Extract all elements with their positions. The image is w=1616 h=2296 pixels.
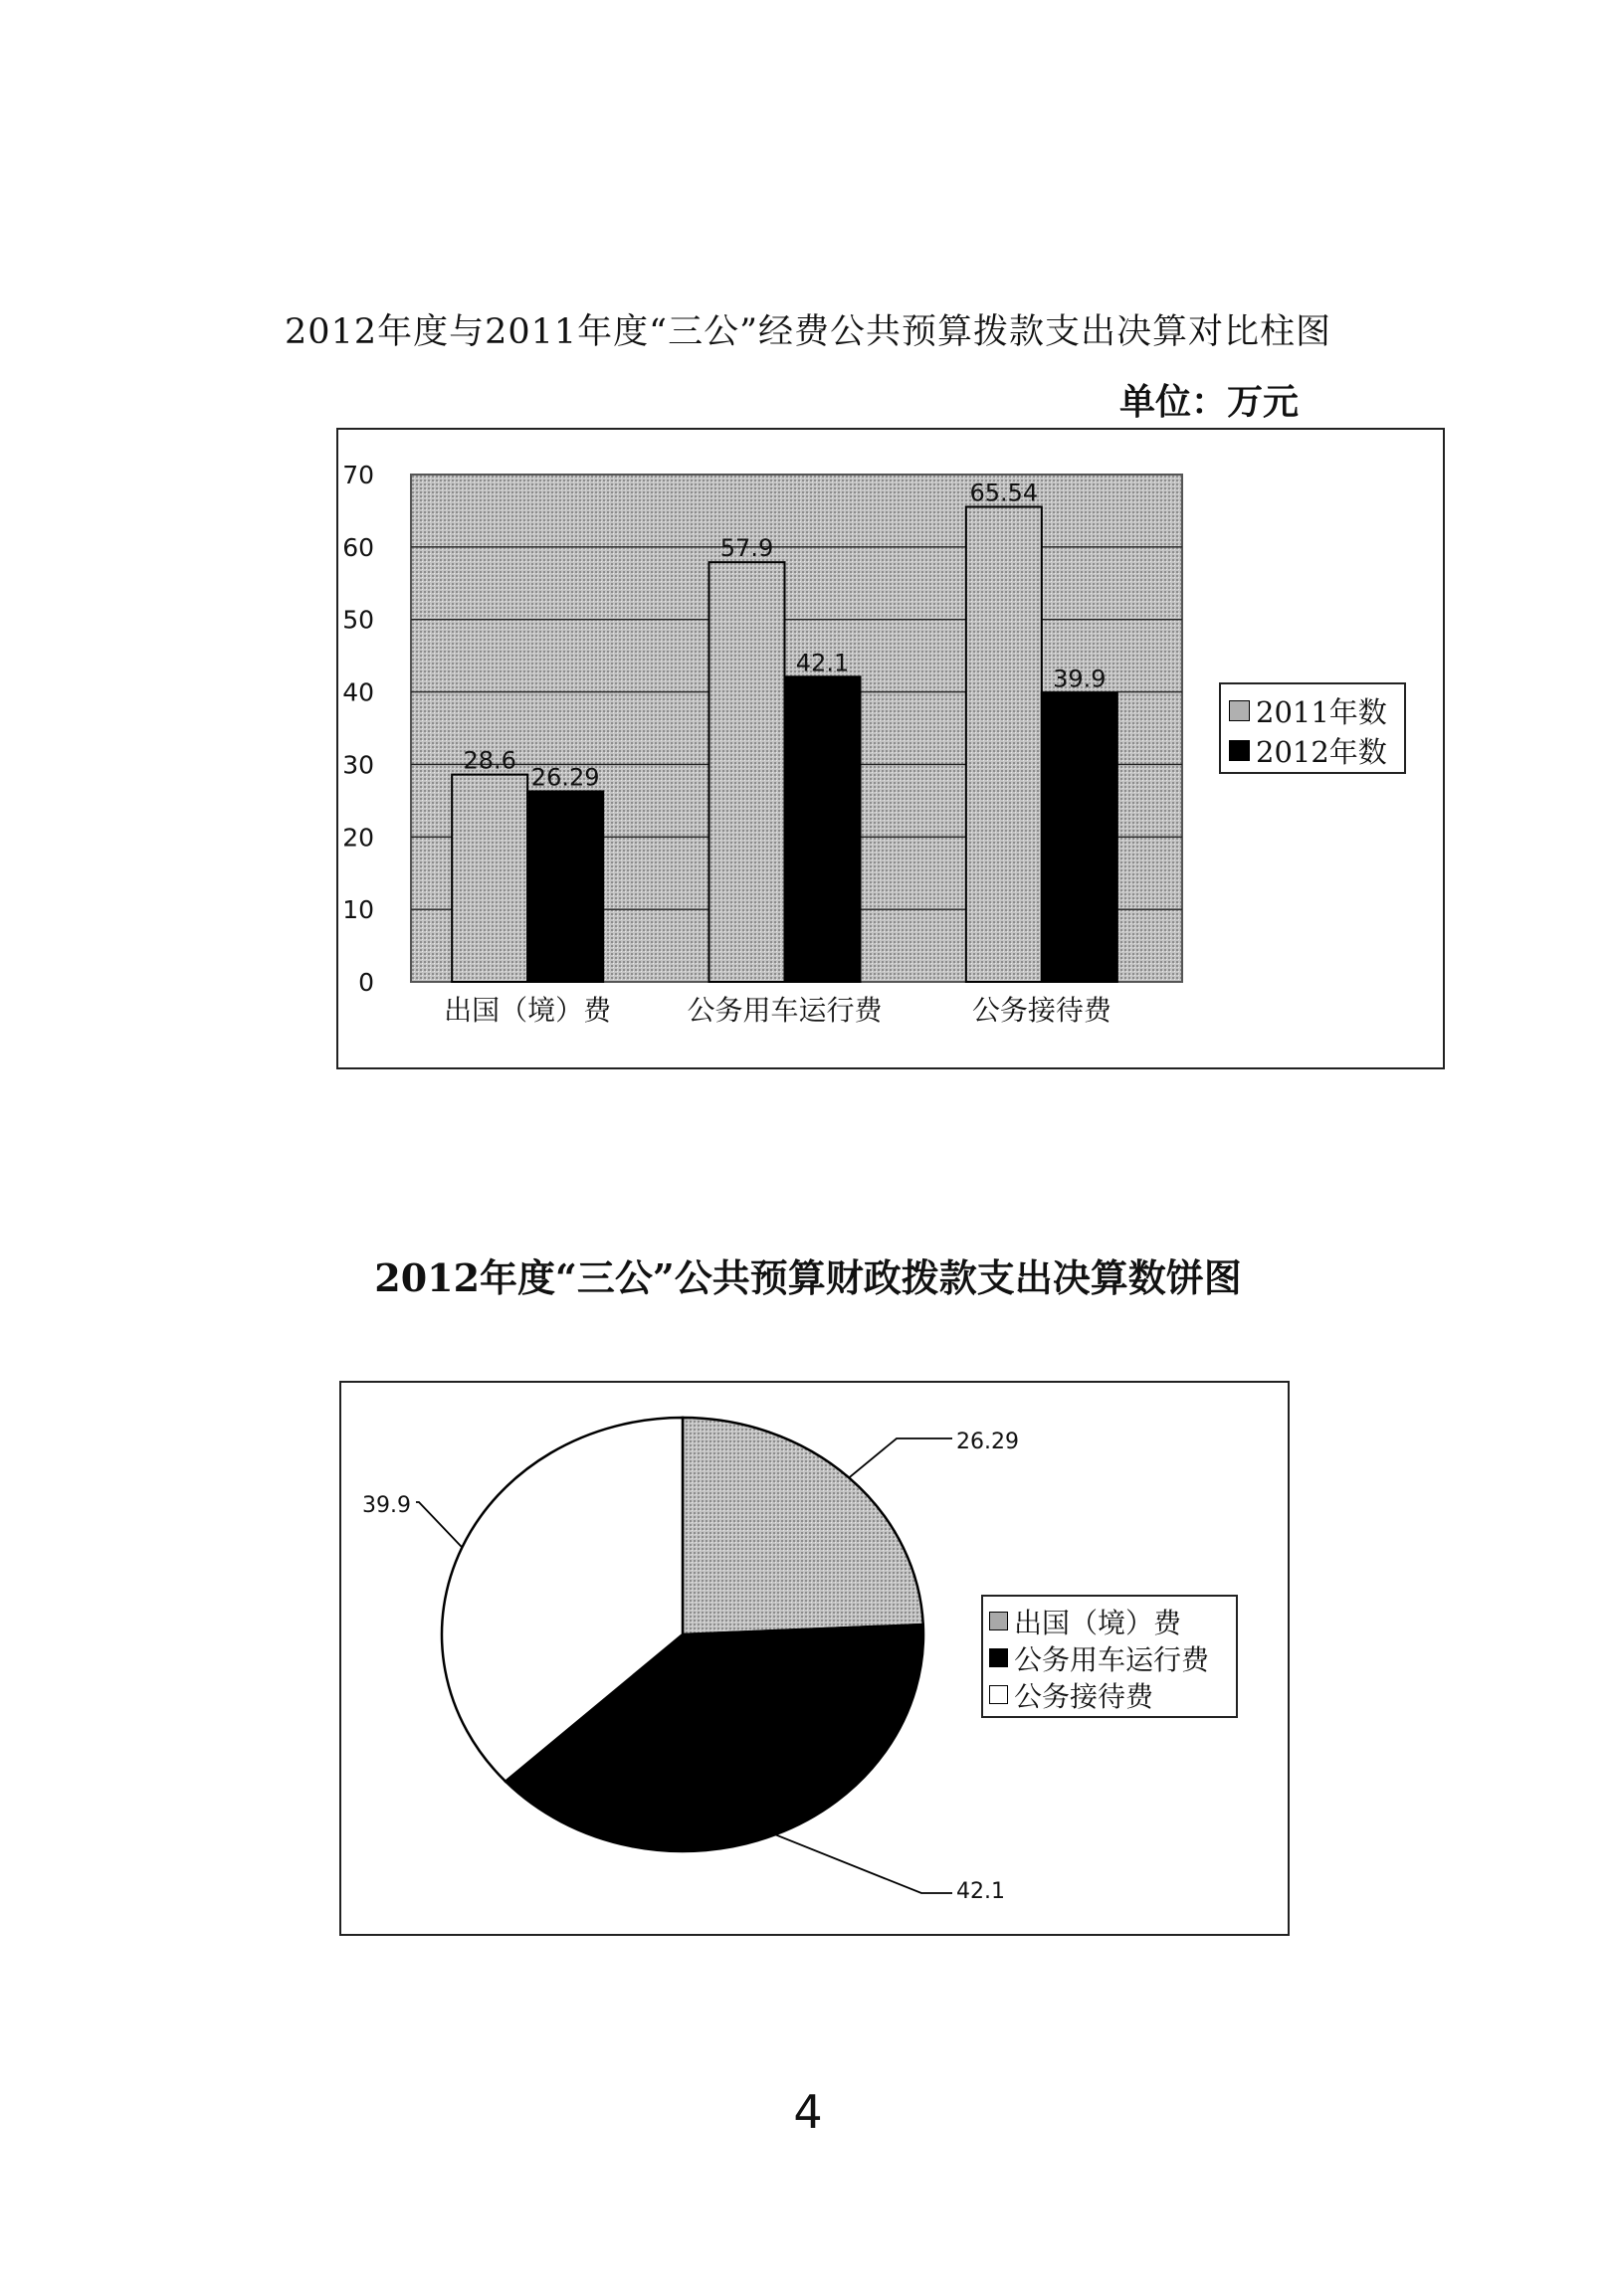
legend-label-2011: 2011年数 <box>1256 694 1387 729</box>
y-tick-label: 40 <box>342 677 374 707</box>
y-tick-label: 30 <box>342 750 374 780</box>
legend-item-2012 <box>1229 730 1404 770</box>
legend-label-travel: 出国（境）费 <box>1014 1606 1182 1639</box>
legend-swatch-2011 <box>1229 700 1250 721</box>
value-label: 28.6 <box>463 746 516 775</box>
legend-item-reception <box>989 1676 1236 1713</box>
legend-swatch-vehicle <box>989 1648 1008 1667</box>
value-label: 39.9 <box>1053 665 1107 693</box>
leader-line <box>849 1438 952 1477</box>
bar-2012-1 <box>785 676 861 982</box>
pie-chart-title: 2012年度“三公”公共预算财政拨款支出决算数饼图 <box>374 1255 1242 1300</box>
legend-swatch-reception <box>989 1685 1008 1704</box>
x-tick-label: 公务用车运行费 <box>687 994 883 1027</box>
pie-legend <box>981 1595 1238 1718</box>
page-number: 4 <box>793 2085 823 2139</box>
legend-item-travel <box>989 1603 1236 1639</box>
x-tick-label: 出国（境）费 <box>444 994 612 1027</box>
bar-2012-2 <box>1042 692 1117 982</box>
pie-value-label: 26.29 <box>956 1430 1019 1454</box>
pie-slice-0 <box>683 1418 923 1634</box>
legend-item-vehicle <box>989 1639 1236 1676</box>
value-label: 57.9 <box>719 534 774 563</box>
y-tick-label: 60 <box>342 532 374 562</box>
y-tick-label: 10 <box>342 895 374 925</box>
x-tick-label: 公务接待费 <box>971 994 1111 1027</box>
value-label: 26.29 <box>530 763 600 792</box>
y-tick-label: 20 <box>342 823 374 853</box>
y-tick-label: 70 <box>342 461 374 489</box>
legend-label-2012: 2012年数 <box>1256 734 1387 769</box>
pie-value-label: 39.9 <box>362 1493 411 1518</box>
y-tick-label: 50 <box>342 605 374 635</box>
legend-label-vehicle: 公务用车运行费 <box>1014 1642 1210 1676</box>
value-label: 42.1 <box>795 649 850 677</box>
leader-line <box>416 1502 462 1547</box>
bar-2011-1 <box>709 562 785 982</box>
y-tick-label: 0 <box>358 968 374 997</box>
legend-label-reception: 公务接待费 <box>1014 1679 1154 1713</box>
bar-chart-title: 2012年度与2011年度“三公”经费公共预算拨款支出决算对比柱图 <box>285 312 1331 352</box>
bar-2011-0 <box>452 775 527 982</box>
legend-item-2011 <box>1229 690 1404 730</box>
unit-label: 单位：万元 <box>1119 381 1300 423</box>
legend-swatch-travel <box>989 1612 1008 1630</box>
bar-2011-2 <box>966 506 1042 982</box>
bar-2012-0 <box>527 791 603 982</box>
bar-legend <box>1219 682 1406 774</box>
legend-swatch-2012 <box>1229 740 1250 761</box>
leader-line <box>775 1834 952 1893</box>
value-label: 65.54 <box>969 478 1039 507</box>
pie-value-label: 42.1 <box>956 1879 1005 1904</box>
